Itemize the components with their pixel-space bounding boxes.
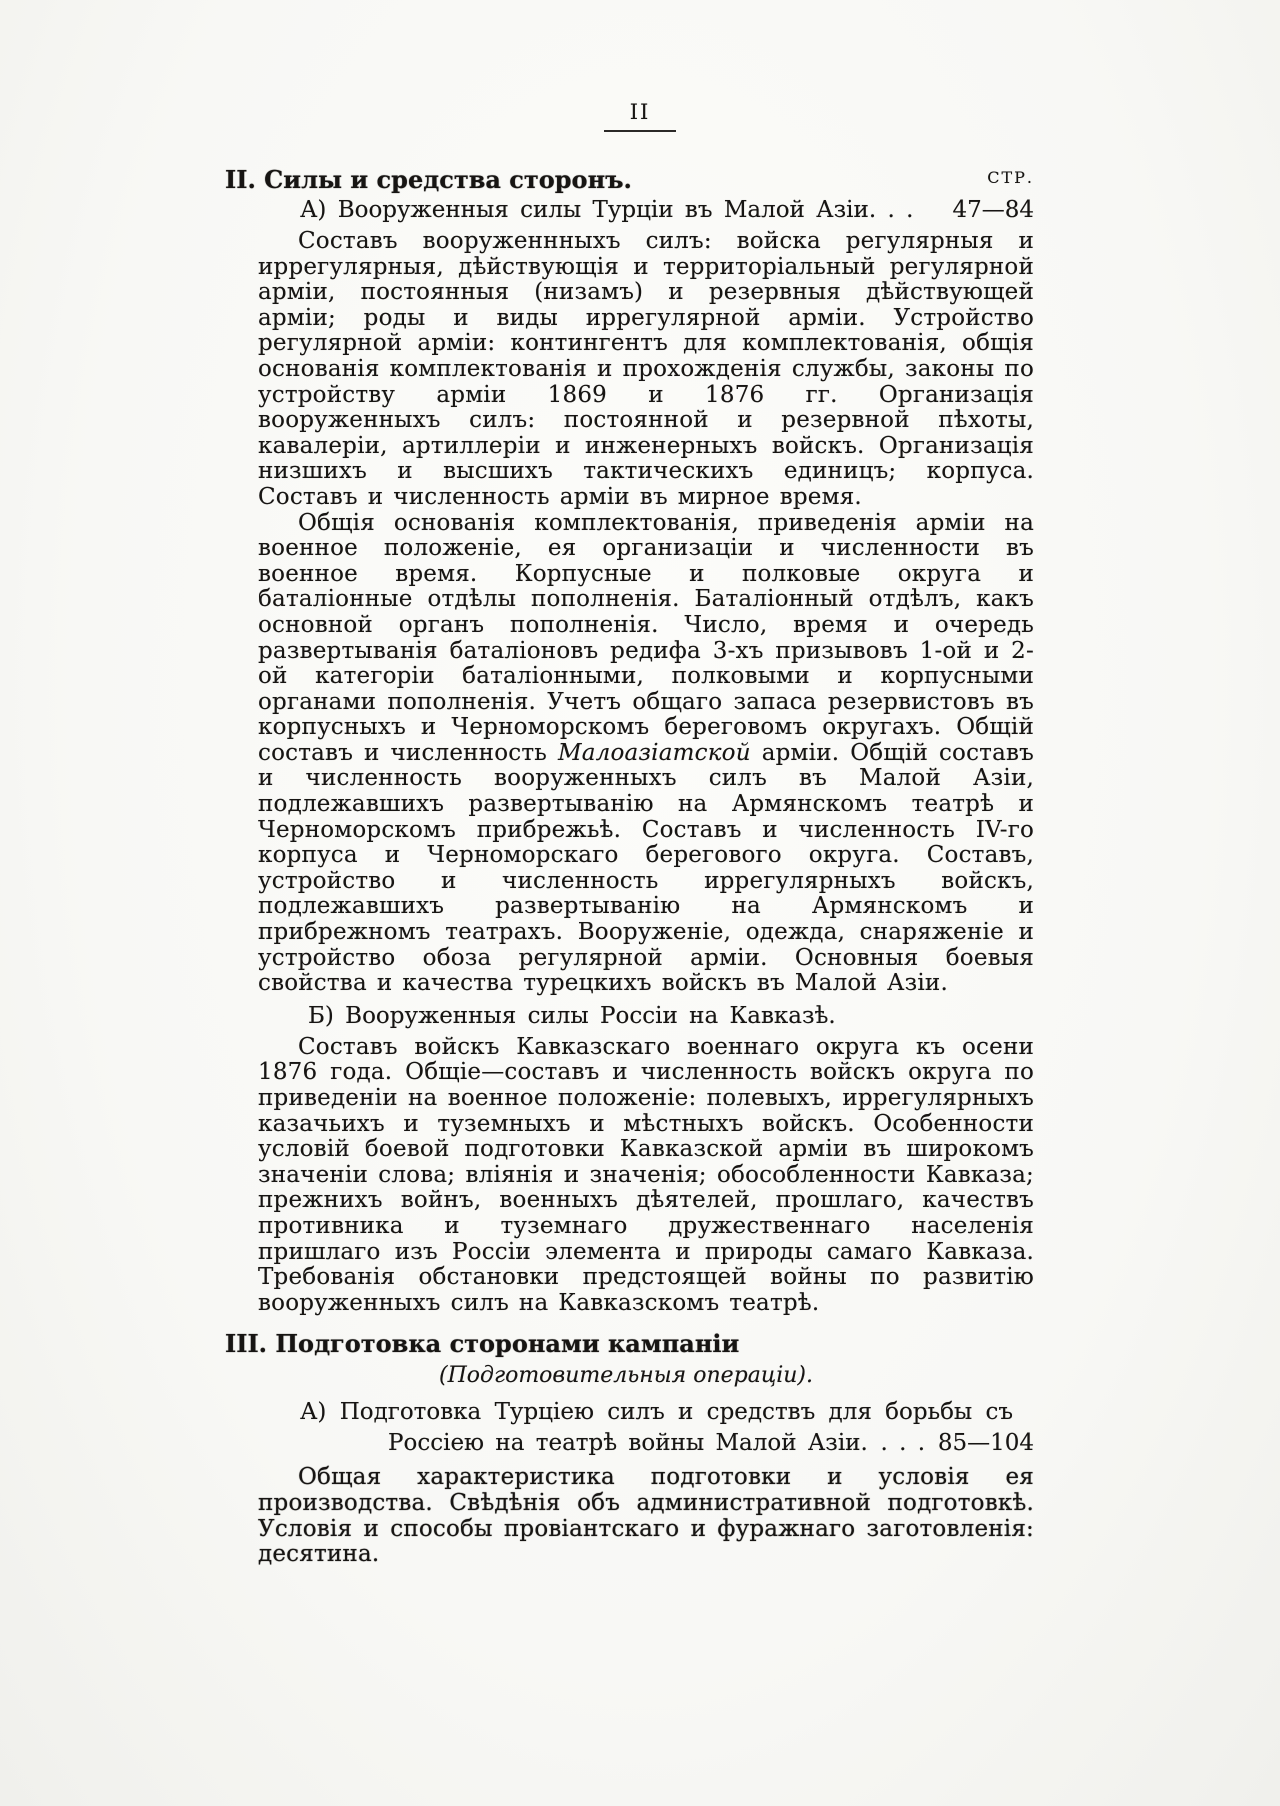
toc-entry-2b: Б) Вооруженныя силы Россіи на Кавказѣ. [308,1002,836,1029]
page-number-folio: II [604,100,677,132]
section-2-heading: II. Силы и средства сторонъ. [225,165,632,194]
toc-paragraph-2a-2-italic-term: Малоазіатской [557,739,751,766]
section-3-subtitle: (Подготовительныя операціи). [439,1363,813,1389]
pages-column-header: СТР. [987,168,1034,187]
toc-paragraph-2a-1: Составъ вооруженнныхъ силъ: войска регулярныя и иррегулярныя, дѣйствующія и территоріальный регулярной арміи, постоянныя (низамъ) и резервныя дѣйствующей арміи; роды и виды иррегулярной арміи. Устройство регулярной арміи: контингентъ для комплектованія, общія основанія комплектованія и прохожденія службы, законы по устройству арміи 1869 и 1876 гг. Организація вооруженныхъ силъ: постоянной и резервной пѣхоты, кавалеріи, артиллеріи и инженерныхъ войскъ. Организація низшихъ и высшихъ тактическихъ единицъ; корпуса. Составъ и численность арміи въ мирное время. [258,228,1034,510]
toc-entry-3a-dot-leader: . . . [880,1430,926,1457]
toc-entry-3a-line1: А) Подготовка Турціею силъ и средствъ для борьбы съ [300,1399,1014,1426]
toc-entry-3a-line2 [388,1430,1034,1457]
page-folio-wrap [0,100,1280,132]
section-2-header-row [225,165,1034,194]
toc-paragraph-2a-2-after: арміи. Общій составъ и численность вооруженныхъ силъ въ Малой Азіи, подлежавшихъ развертыванію на Армянскомъ театрѣ и Черноморскомъ прибрежьѣ. Составъ и численность IV-го корпуса и Черноморскаго берегового округа. Составъ, устройство и численность иррегулярныхъ войскъ, подлежавшихъ развертыванію на Армянскомъ и прибрежномъ театрахъ. Вооруженіе, одежда, снаряженіе и устройство обоза регулярной арміи. Основныя боевыя свойства и качества турецкихъ войскъ въ Малой Азіи. [258,739,1034,997]
content-column [225,165,1034,1568]
toc-paragraph-2b-1: Составъ войскъ Кавказскаго военнаго округа къ осени 1876 года. Общіе—составъ и численность войскъ округа по приведеніи на военное положеніе: полевыхъ, иррегулярныхъ казачьихъ и туземныхъ и мѣстныхъ войскъ. Особенности условій боевой подготовки Кавказской арміи въ широкомъ значеніи слова; вліянія и значенія; обособленности Кавказа; прежнихъ войнъ, военныхъ дѣятелей, прошлаго, качествъ противника и туземнаго дружественнаго населенія пришлаго изъ Россіи элемента и природы самаго Кавказа. Требованія обстановки предстоящей войны по развитію вооруженныхъ силъ на Кавказскомъ театрѣ. [258,1033,1034,1316]
toc-paragraph-3a-1: Общая характеристика подготовки и условія ея производства. Свѣдѣнія объ административной подготовкѣ. Условія и способы провіантскаго и фуражнаго заготовленія: десятина. [258,1464,1034,1568]
toc-paragraph-2a-2-before: Общія основанія комплектованія, приведенія арміи на военное положеніе, ея организаціи и численности въ военное время. Корпусные и полковые округа и баталіонные отдѣлы пополненія. Баталіонный отдѣлъ, какъ основной органъ пополненія. Число, время и очередь развертыванія баталіоновъ редифа 3-хъ призывовъ 1-ой и 2-ой категоріи баталіонными, полковыми и корпусными органами пополненія. Учетъ общаго запаса резервистовъ въ корпусныхъ и Черноморскомъ береговомъ округахъ. Общій составъ и численность [258,509,1034,766]
toc-paragraph-2a-2 [258,511,1034,997]
toc-entry-3a-pages: 85—104 [937,1430,1034,1457]
toc-entry-3a-line2-label: Россіею на театрѣ войны Малой Азіи. [388,1430,868,1457]
toc-entry-2a [300,197,1034,223]
section-3-heading: III. Подготовка сторонами кампаніи [225,1329,740,1359]
toc-entry-2a-pages: 47—84 [952,197,1034,223]
toc-entry-2a-label: А) Вооруженныя силы Турціи въ Малой Азіи. . . [300,197,914,223]
